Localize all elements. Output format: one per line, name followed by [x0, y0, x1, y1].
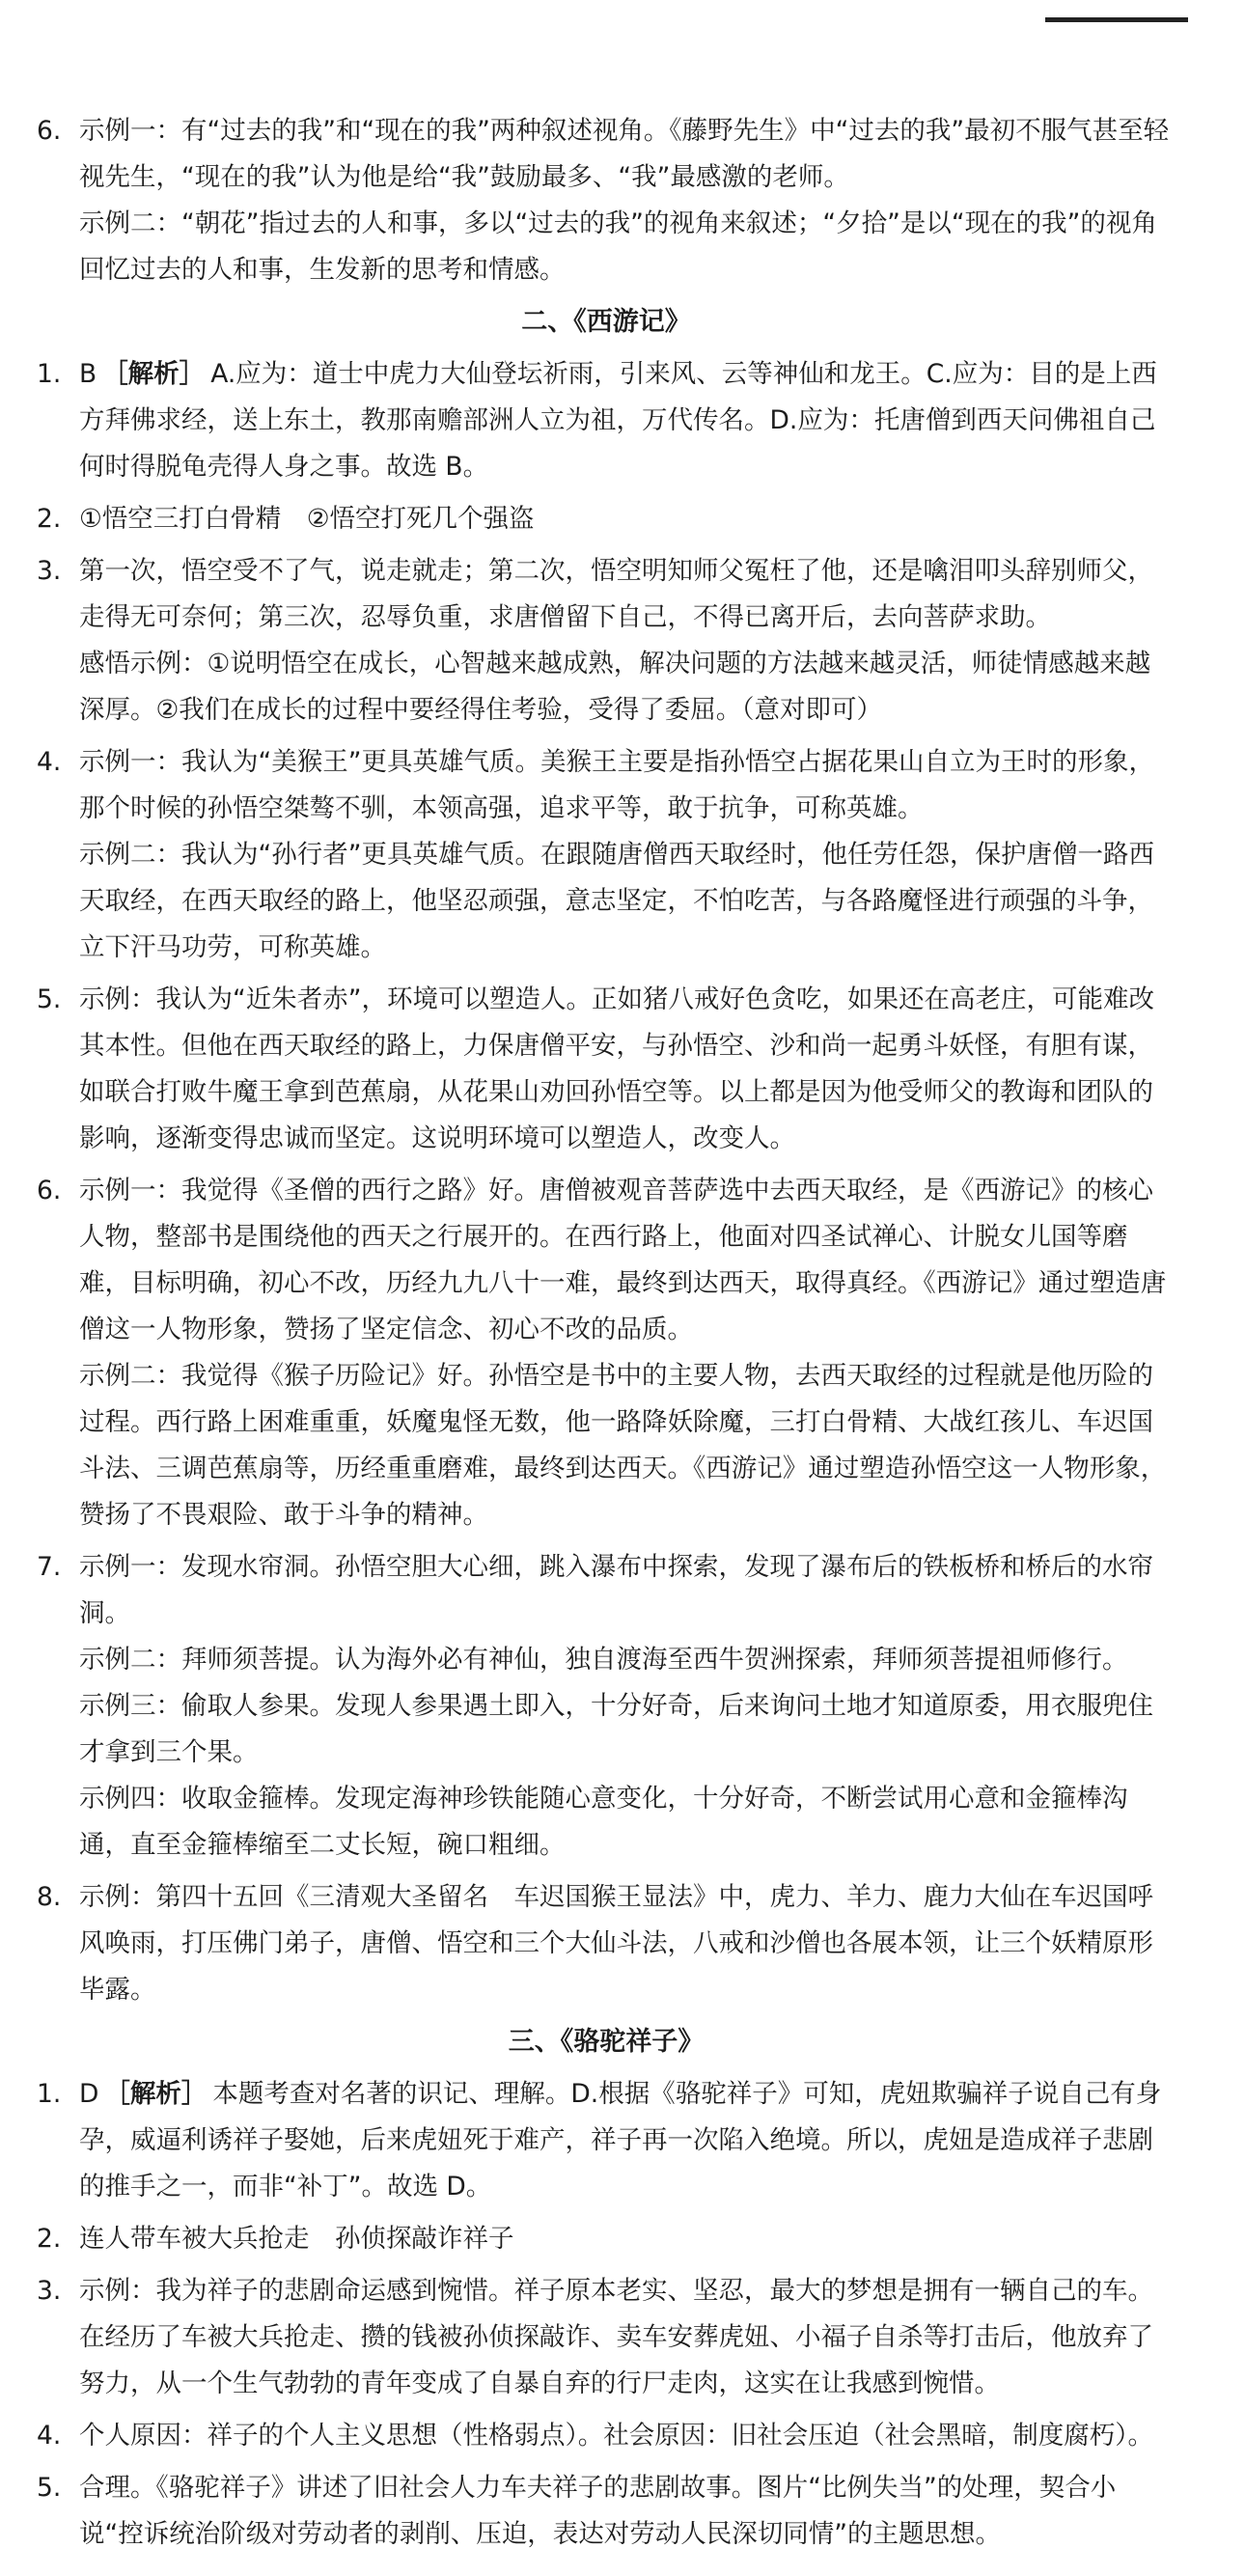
header-rule: [1045, 17, 1188, 22]
item-paragraph: 示例二：我认为“孙行者”更具英雄气质。在跟随唐僧西天取经时，他任劳任怨，保护唐僧一路西天取经，在西天取经的路上，他坚忍顽强，意志坚定，不怕吃苦，与各路魔怪进行顽强的斗争，立下汗马功劳，可称英雄。: [79, 840, 1154, 962]
item-paragraph: 示例二：“朝花”指过去的人和事，多以“过去的我”的视角来叙述；“夕拾”是以“现在的我”的视角回忆过去的人和事，生发新的思考和情感。: [79, 208, 1157, 285]
item-paragraph: 第一次，悟空受不了气，说走就走；第二次，悟空明知师父冤枉了他，还是噙泪叩头辞别师父，走得无可奈何；第三次，忍辱负重，求唐僧留下自己，不得已离开后，去向菩萨求助。: [79, 556, 1153, 632]
item-number: 1.: [37, 2079, 62, 2109]
item-paragraph: 示例一：我觉得《圣僧的西行之路》好。唐僧被观音菩萨选中去西天取经，是《西游记》的核心人物，整部书是围绕他的西天之行展开的。在西行路上，他面对四圣试禅心、计脱女儿国等磨难，目标明确，初心不改，历经九九八十一难，最终到达西天，取得真经。《西游记》通过塑造唐僧这一人物形象，赞扬了坚定信念、初心不改的品质。: [79, 1176, 1167, 1344]
s2-item-6: [37, 1168, 1176, 1538]
item-number: 2.: [37, 504, 62, 534]
item-paragraph: 个人原因：祥子的个人主义思想（性格弱点）。社会原因：旧社会压迫（社会黑暗，制度腐朽）。: [79, 2421, 1153, 2451]
item-paragraph: 示例一：有“过去的我”和“现在的我”两种叙述视角。《藤野先生》中“过去的我”最初不服气甚至轻视先生，“现在的我”认为他是给“我”鼓励最多、“我”最感激的老师。: [79, 116, 1170, 192]
s3-item-2: [37, 2216, 1176, 2262]
item-paragraph: 示例：我认为“近朱者赤”，环境可以塑造人。正如猪八戒好色贪吃，如果还在高老庄，可能难改其本性。但他在西天取经的路上，力保唐僧平安，与孙悟空、沙和尚一起勇斗妖怪，有胆有谋，如联合打败牛魔王拿到芭蕉扇，从花果山劝回孙悟空等。以上都是因为他受师父的教诲和团队的影响，逐渐变得忠诚而坚定。这说明环境可以塑造人，改变人。: [79, 984, 1154, 1153]
item-paragraph: 示例二：我觉得《猴子历险记》好。孙悟空是书中的主要人物，去西天取经的过程就是他历险的过程。西行路上困难重重，妖魔鬼怪无数，他一路降妖除魔，三打白骨精、大战红孩儿、车迟国斗法、三调芭蕉扇等，历经重重磨难，最终到达西天。《西游记》通过塑造孙悟空这一人物形象，赞扬了不畏艰险、敢于斗争的精神。: [79, 1361, 1167, 1530]
item-number: 4.: [37, 2421, 62, 2451]
s2-item-4: [37, 739, 1176, 971]
section-title-luotuoxiangzi: 三、《骆驼祥子》: [508, 2027, 705, 2057]
s3-item-4: [37, 2413, 1176, 2459]
item-number: 4.: [37, 747, 62, 777]
item-number: 3.: [37, 556, 62, 586]
item-number: 6.: [37, 1176, 62, 1205]
item-paragraph: 示例二：拜师须菩提。认为海外必有神仙，独自渡海至西牛贺洲探索，拜师须菩提祖师修行。: [79, 1645, 1128, 1675]
item-paragraph: 示例四：收取金箍棒。发现定海神珍铁能随心意变化，十分好奇，不断尝试用心意和金箍棒沟通，直至金箍棒缩至二丈长短，碗口粗细。: [79, 1784, 1128, 1860]
item-number: 7.: [37, 1552, 62, 1582]
item-paragraph: 示例：我为祥子的悲剧命运感到惋惜。祥子原本老实、坚忍，最大的梦想是拥有一辆自己的车。在经历了车被大兵抢走、攒的钱被孙侦探敲诈、卖车安葬虎妞、小福子自杀等打击后，他放弃了努力，从一个生气勃勃的青年变成了自暴自弃的行尸走肉，这实在让我感到惋惜。: [79, 2276, 1153, 2398]
item-paragraph: 合理。《骆驼祥子》讲述了旧社会人力车夫祥子的悲剧故事。图片“比例失当”的处理，契合小说“控诉统治阶级对劳动者的剥削、压迫，表达对劳动人民深切同情”的主题思想。: [79, 2473, 1117, 2549]
item-number: 3.: [37, 2276, 62, 2306]
analysis-tag: ［解析］: [104, 2079, 208, 2109]
item-number: 6.: [37, 116, 62, 146]
analysis-text: 本题考查对名著的识记、理解。D.根据《骆驼祥子》可知，虎妞欺骗祥子说自己有身孕，威逼利诱祥子娶她，后来虎妞死于难产，祥子再一次陷入绝境。所以，虎妞是造成祥子悲剧的推手之一，而非“补丁”。故选 D。: [79, 2079, 1162, 2202]
s2-item-5: [37, 977, 1176, 1162]
item-number: 1.: [37, 359, 62, 389]
item-paragraph: 连人带车被大兵抢走 孙侦探敲诈祥子: [79, 2224, 514, 2254]
s3-item-5: [37, 2465, 1176, 2558]
item-paragraph: 感悟示例：①说明悟空在成长，心智越来越成熟，解决问题的方法越来越灵活，师徒情感越来越深厚。②我们在成长的过程中要经得住考验，受得了委屈。（意对即可）: [79, 649, 1151, 725]
answer-letter: D: [79, 2079, 99, 2109]
item-paragraph: [79, 2071, 1176, 2210]
s2-item-1: [37, 351, 1176, 490]
analysis-text: A.应为：道士中虎力大仙登坛祈雨，引来风、云等神仙和龙王。C.应为：目的是上西方拜佛求经，送上东土，教那南赡部洲人立为祖，万代传名。D.应为：托唐僧到西天问佛祖自己何时得脱龟壳得人身之事。故选 B。: [79, 359, 1157, 482]
section-title-xiyouji: 二、《西游记》: [521, 307, 691, 337]
item-paragraph: ①悟空三打白骨精 ②悟空打死几个强盗: [79, 504, 535, 534]
item-paragraph: 示例三：偷取人参果。发现人参果遇土即入，十分好奇，后来询问土地才知道原委，用衣服兜住才拿到三个果。: [79, 1691, 1153, 1767]
s1-item-6: [37, 108, 1176, 293]
item-number: 5.: [37, 984, 62, 1014]
s3-item-3: [37, 2268, 1176, 2407]
analysis-tag: ［解析］: [102, 359, 206, 389]
s2-item-8: [37, 1874, 1176, 2013]
item-paragraph: 示例一：发现水帘洞。孙悟空胆大心细，跳入瀑布中探索，发现了瀑布后的铁板桥和桥后的水帘洞。: [79, 1552, 1153, 1628]
s2-item-2: [37, 496, 1176, 542]
s2-item-3: [37, 548, 1176, 734]
answer-page: [37, 108, 1176, 2563]
item-paragraph: 示例一：我认为“美猴王”更具英雄气质。美猴王主要是指孙悟空占据花果山自立为王时的形象，那个时候的孙悟空桀骜不驯，本领高强，追求平等，敢于抗争，可称英雄。: [79, 747, 1154, 823]
s2-item-7: [37, 1544, 1176, 1869]
answer-letter: B: [79, 359, 97, 389]
item-paragraph: [79, 351, 1176, 490]
item-number: 8.: [37, 1882, 62, 1912]
item-number: 2.: [37, 2224, 62, 2254]
s3-item-1: [37, 2071, 1176, 2210]
item-number: 5.: [37, 2473, 62, 2503]
item-paragraph: 示例：第四十五回《三清观大圣留名 车迟国猴王显法》中，虎力、羊力、鹿力大仙在车迟国呼风唤雨，打压佛门弟子，唐僧、悟空和三个大仙斗法，八戒和沙僧也各展本领，让三个妖精原形毕露。: [79, 1882, 1153, 2005]
